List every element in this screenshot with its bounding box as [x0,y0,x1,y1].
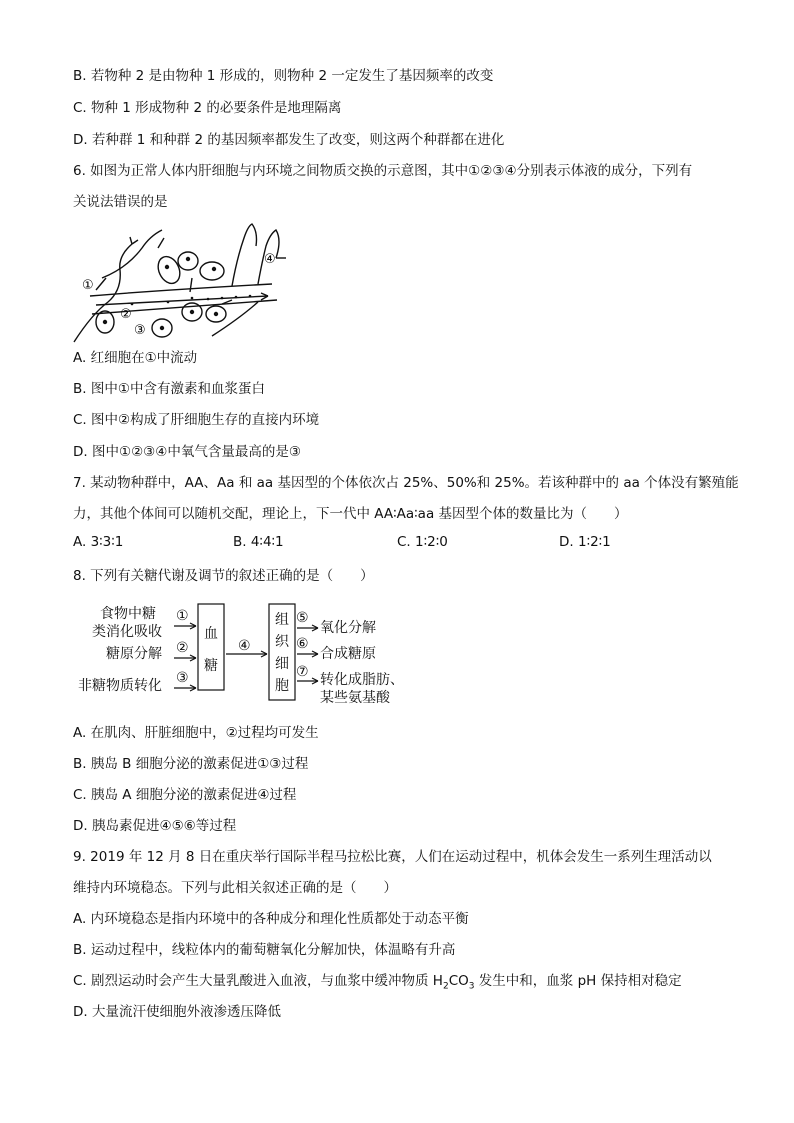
output-7-line1: 转化成脂肪、 [320,672,404,688]
num-6: ⑥ [296,636,309,652]
tissue-char-2: 织 [275,634,289,650]
source-2: 糖原分解 [106,646,162,662]
q6-stem-line1: 6. 如图为正常人体内肝细胞与内环境之间物质交换的示意图，其中①②③④分别表示体液的成分，下列有 [73,163,693,179]
q6-option-b: B. 图中①中含有激素和血浆蛋白 [73,381,265,397]
label-1: ① [82,278,94,293]
q5-option-d: D. 若种群 1 和种群 2 的基因频率都发生了改变，则这两个种群都在进化 [73,132,505,148]
q9c-text-post: 发生中和，血浆 pH 保持相对稳定 [474,973,682,989]
q7-stem-line2: 力，其他个体间可以随机交配，理论上，下一代中 AA∶Aa∶aa 基因型个体的数量比为（ ） [73,506,628,522]
q8-stem: 8. 下列有关糖代谢及调节的叙述正确的是（ ） [73,568,374,584]
q9-option-c [73,971,682,997]
num-2: ② [176,640,189,656]
output-5: 氧化分解 [320,620,376,636]
q7-options [73,534,733,554]
num-7: ⑦ [296,664,309,680]
q7-option-b: B. 4∶4∶1 [233,534,284,550]
tissue-char-3: 细 [275,656,289,672]
q8-option-d: D. 胰岛素促进④⑤⑥等过程 [73,818,237,834]
tissue-char-1: 组 [275,612,289,628]
q9-option-b: B. 运动过程中，线粒体内的葡萄糖氧化分解加快，体温略有升高 [73,942,456,958]
q5-option-c: C. 物种 1 形成物种 2 的必要条件是地理隔离 [73,100,342,116]
output-7-line2: 某些氨基酸 [320,690,390,706]
q9-stem-line2: 维持内环境稳态。下列与此相关叙述正确的是（ ） [73,880,397,896]
figure-blood-glucose [78,598,418,708]
output-6: 合成糖原 [320,646,376,662]
tissue-char-4: 胞 [275,678,289,694]
num-1: ① [176,608,189,624]
q7-option-a: A. 3∶3∶1 [73,534,124,550]
num-4: ④ [238,638,251,654]
q9-stem-line1: 9. 2019 年 12 月 8 日在重庆举行国际半程马拉松比赛，人们在运动过程中，机体会发生一系列生理活动以 [73,849,712,865]
q7-option-d: D. 1∶2∶1 [559,534,611,550]
blood-char-1: 血 [204,626,218,642]
source-1-line1: 食物中糖 [100,606,156,622]
q9c-text-mid: CO [448,973,469,989]
num-5: ⑤ [296,610,309,626]
q6-option-a: A. 红细胞在①中流动 [73,350,198,366]
q9c-text-pre: C. 剧烈运动时会产生大量乳酸进入血液，与血浆中缓冲物质 H [73,973,443,989]
q6-stem-line2: 关说法错误的是 [73,194,168,210]
q6-option-c: C. 图中②构成了肝细胞生存的直接内环境 [73,412,320,428]
q6-option-d: D. 图中①②③④中氧气含量最高的是③ [73,444,301,460]
label-4: ④ [264,252,276,267]
q8-option-c: C. 胰岛 A 细胞分泌的激素促进④过程 [73,787,297,803]
source-3: 非糖物质转化 [78,678,162,694]
blood-char-2: 糖 [204,658,218,674]
q8-option-b: B. 胰岛 B 细胞分泌的激素促进①③过程 [73,756,309,772]
label-3: ③ [134,323,146,338]
q7-stem-line1: 7. 某动物种群中，AA、Aa 和 aa 基因型的个体依次占 25%、50%和 25%。若该种群中的 aa 个体没有繁殖能 [73,475,739,491]
num-3: ③ [176,670,189,686]
source-1-line2: 类消化吸收 [92,624,162,640]
q9-option-a: A. 内环境稳态是指内环境中的各种成分和理化性质都处于动态平衡 [73,911,469,927]
figure-liver-cell-exchange [72,218,292,343]
q8-option-a: A. 在肌肉、肝脏细胞中，②过程均可发生 [73,725,319,741]
q5-option-b: B. 若物种 2 是由物种 1 形成的，则物种 2 一定发生了基因频率的改变 [73,68,494,84]
label-2: ② [120,307,132,322]
q9c-sub-3: 3 [468,981,475,992]
q7-option-c: C. 1∶2∶0 [397,534,448,550]
q9-option-d: D. 大量流汗使细胞外液渗透压降低 [73,1004,281,1020]
q9c-sub-2: 2 [442,981,449,992]
